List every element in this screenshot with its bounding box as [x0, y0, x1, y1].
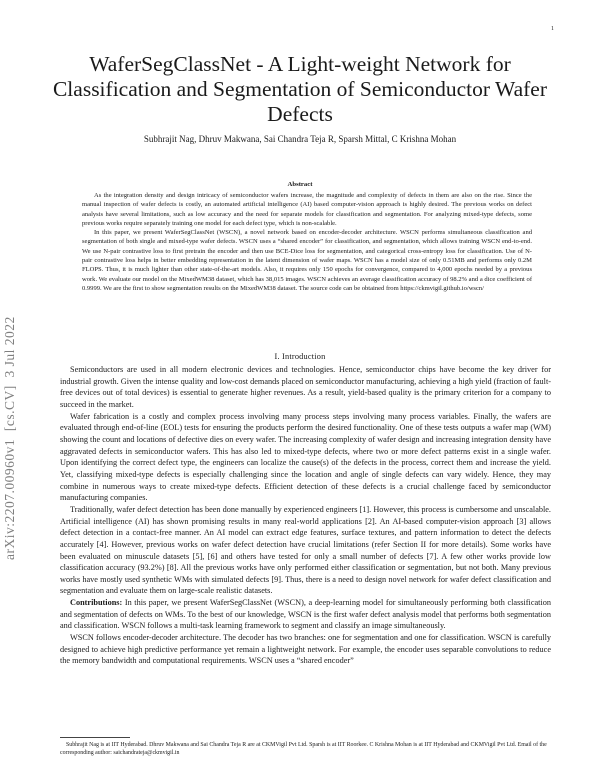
contributions-paragraph: Contributions: In this paper, we present WaferSegClassNet (WSCN), a deep-learning model for simultaneously performing both classification and segmentation of defects on WMs. To the best of our knowledge, WSCN is the first wafer defect analysis model that performs both segmentation and classification. WSCN follows a multi-task learning framework to segment and classify an image simultaneously.: [60, 598, 551, 631]
introduction-body: [60, 364, 551, 667]
abstract-body: [82, 191, 532, 293]
footnote-divider: [60, 737, 130, 738]
body-paragraph: Semiconductors are used in all modern electronic devices and technologies. Hence, semiconductor chips have become the key driver for industrial growth. Given the intense quality and low-cost demands placed on semiconductor manufacturing, achieving a high yield (fraction of fault-free devices out of total devices) is essential to generate higher revenues. As a result, yield-based quality is the primary criterion for a company to succeed in the market.: [60, 365, 551, 409]
abstract-paragraph: As the integration density and design intricacy of semiconductor wafers increase, the magnitude and complexity of defects in them are also on the rise. Since the manual inspection of wafer defects is costly, an automated artificial intelligence (AI) based computer-vision approach is highly desired. The previous works on defect analysis have several limitations, such as low accuracy and the need for separate models for classification and segmentation. For analyzing mixed-type defects, some previous works require separately training one model for each defect type, which is non-scalable.: [82, 192, 532, 227]
body-paragraph: Traditionally, wafer defect detection has been done manually by experienced engineers [1]. However, this process is cumbersome and unscalable. Artificial intelligence (AI) has shown promising results in many real-world applications [2]. An AI-based computer-vision approach [3] allows defect detection in a contact-free manner. An AI model can extract edge features, surface textures, and pattern information to detect the defects accurately [4]. However, previous works on wafer defect detection have crucial limitations (refer Section II for more details). Some works have been evaluated on minuscule datasets [5], [6] and others have tested for only a small number of defects [7]. A few other works provide low classification accuracy (93.2%) [8]. All the previous works have only performed either classification or segmentation, but not both. Many previous works have mostly used synthetic WMs with simulated defects [9]. Thus, there is a need to design novel network for wafer defect classification and segmentation and evaluate them on large-scale realistic datasets.: [60, 504, 551, 596]
author-affiliation-footnote: Subhrajit Nag is at IIT Hyderabad. Dhruv Makwana and Sai Chandra Teja R are at CKMVigil Pvt Ltd. Sparsh is at IIT Roorkee. C Krishna Mohan is at IIT Hyderabad and CKMVigil Pvt Ltd. Email of the corresponding author: saichandrateja@ckmvigil.in: [60, 742, 547, 756]
body-paragraph: WSCN follows encoder-decoder architecture. The decoder has two branches: one for segmentation and one for classification. WSCN is carefully designed to achieve high predictive performance yet remain a lightweight network. For example, the encoder uses separable convolutions to reduce the memory bandwidth and computational requirements. WSCN uses a “shared encoder”: [60, 633, 551, 666]
arxiv-identifier-stamp: arXiv:2207.00960v1 [cs.CV] 3 Jul 2022: [2, 316, 17, 560]
abstract-heading: Abstract: [287, 181, 313, 188]
body-paragraph: Wafer fabrication is a costly and complex process involving many process steps involving many process variables. Finally, the wafers are evaluated through end-of-line (EOL) tests for ensuring the products perform the desired functionality. One of these tests outputs a wafer map (WM) showing the count and locations of defective dies on every wafer. The increasing complexity of wafer design and increasing integration density have aggravated defects in semiconductor wafers. This has also led to mixed-type defects, where two or more defect patterns exist in a single wafer. Upon identifying the correct defect type, the engineers can localize the cause(s) of the defects in the process, correct them and increase the yield. Yet, classifying mixed-type defects is especially challenging since the location and angle of single defects can vary widely. Hence, they may combine in numerous ways to create mixed-type defects. Efficient detection of these defects is a crucial challenge faced by semiconductor manufacturing companies.: [60, 411, 551, 503]
author-list: Subhrajit Nag, Dhruv Makwana, Sai Chandra Teja R, Sparsh Mittal, C Krishna Mohan: [143, 134, 457, 144]
paper-title: WaferSegClassNet - A Light-weight Network for Classification and Segmentation of Semiconductor Wafer Defects: [52, 52, 548, 126]
page-number: 1: [551, 26, 554, 32]
contributions-lead: Contributions:: [70, 598, 123, 608]
abstract-paragraph: In this paper, we present WaferSegClassNet (WSCN), a novel network based on encoder-decoder architecture. WSCN performs simultaneous classification and segmentation of both single and mixed-type wafer defects. WSCN uses a “shared encoder” for classification, and segmentation, which allows training WSCN end-to-end. We use N-pair contrastive loss to first pretrain the encoder and then use BCE-Dice loss for segmentation, and categorical cross-entropy loss for classification. Use of N-pair contrastive loss helps in better embedding representation in the latent dimension of wafer maps. WSCN has a model size of only 0.51MB and performs only 0.2M FLOPS. Thus, it is much lighter than other state-of-the-art models. Also, it requires only 150 epochs for convergence, compared to 4,000 epochs needed by a previous work. We evaluate our model on the MixedWM38 dataset, which has 38,015 images. WSCN achieves an average classification accuracy of 98.2% and a dice coefficient of 0.9999. We are the first to show segmentation results on the MixedWM38 dataset. The source code can be obtained from https://ckmvigil.github.io/wscn/: [82, 229, 532, 292]
section-heading-introduction: I. Introduction: [274, 352, 326, 361]
